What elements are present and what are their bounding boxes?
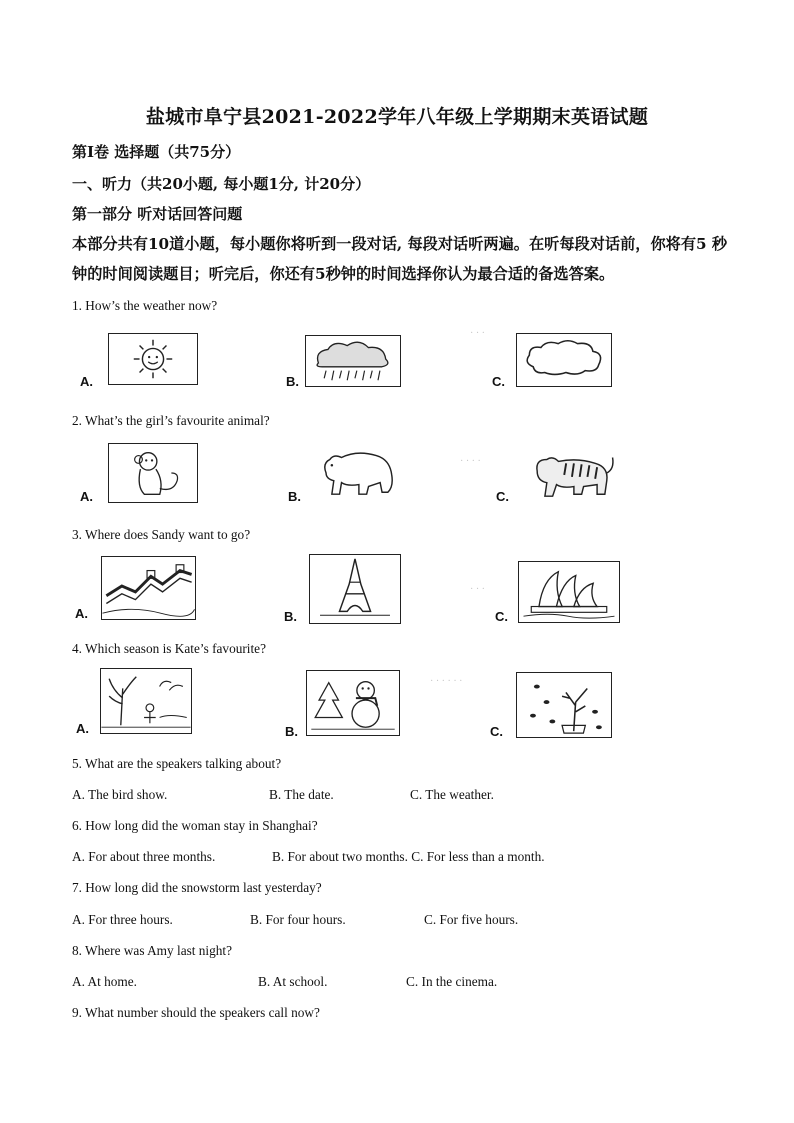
option-c[interactable]: C. The weather. [410,787,494,802]
cloud-icon[interactable] [516,333,612,387]
autumn-tree-icon[interactable] [516,672,612,738]
option-label: B. [284,609,297,624]
section-heading: 第I卷 选择题（共75分） [72,143,241,161]
option-label: C. [496,489,509,504]
option-label: A. [76,721,89,736]
question-7: 7. How long did the snowstorm last yesterday? [72,880,322,895]
great-wall-icon[interactable] [101,556,196,620]
option-label: A. [80,374,93,389]
question-5: 5. What are the speakers talking about? [72,756,282,771]
option-b[interactable]: B. The date. [269,787,334,802]
question-2: 2. What’s the girl’s favourite animal? [72,413,270,428]
question-1: 1. How’s the weather now? [72,298,218,313]
option-c[interactable]: C. In the cinema. [406,974,498,989]
option-label: A. [80,489,93,504]
option-a[interactable]: A. The bird show. [72,787,168,802]
option-label: B. [288,489,301,504]
option-b[interactable]: B. At school. [258,974,328,989]
option-label: C. [492,374,505,389]
tiger-icon[interactable] [522,443,620,503]
option-a[interactable]: A. For about three months. [72,849,216,864]
exam-page: 盐城市阜宁县2021-2022学年八年级上学期期末英语试题 第I卷 选择题（共75分） 一、听力（共20小题, 每小题1分, 计20分） 第一部分 听对话回答问题 本部分共有10道小题，每小题你将听到一段对话, 每段对话听两遍。在听每段对话前，你将有5 秒钟的时间阅读题目；听完后，你还有5秒钟的时间选择你认为最合适的备选答案。 1. How’s the weather now? A. B. C. 2. What’s the girl’s favourite animal? A. B. C. 3. Where does Sandy want to go? A. B. C. 4. Which season is Kate’s favourite? A. B. C. · · · · · · · · · · · · · · · · 5. What are the speakers talking about? A. The bird show. B. The date. C. The weather. 6. How long did the woman stay in Shanghai? A. For about three months. B. For about two months. C. For less than a month. 7. How long did the snowstorm last yesterday? A. For three hours. B. For four hours. C. For five hours. 8. Where was Amy last night? A. At home. B. At school. C. In the cinema. 9. What number should the speakers call now? [0,0,794,1123]
question-6: 6. How long did the woman stay in Shanghai? [72,818,318,833]
eiffel-tower-icon[interactable] [309,554,401,624]
option-b[interactable]: B. For four hours. [250,912,346,927]
option-label: C. [495,609,508,624]
question-3: 3. Where does Sandy want to go? [72,527,251,542]
option-label: B. [286,374,299,389]
sun-icon[interactable] [108,333,198,385]
question-8: 8. Where was Amy last night? [72,943,233,958]
question-9: 9. What number should the speakers call now? [72,1005,320,1020]
option-label: A. [75,606,88,621]
part-heading: 一、听力（共20小题, 每小题1分, 计20分） [72,175,371,193]
spring-scene-icon[interactable] [100,668,192,734]
option-a[interactable]: A. At home. [72,974,138,989]
subpart-heading: 第一部分 听对话回答问题 [72,205,243,223]
monkey-icon[interactable] [108,443,198,503]
snowman-icon[interactable] [306,670,400,736]
instructions-paragraph: 本部分共有10道小题，每小题你将听到一段对话, 每段对话听两遍。在听每段对话前，你将有5 秒钟的时间阅读题目；听完后，你还有5秒钟的时间选择你认为最合适的备选答案。 [72,235,728,283]
question-4: 4. Which season is Kate’s favourite? [72,641,266,656]
bear-icon[interactable] [311,443,401,501]
option-label: B. [285,724,298,739]
option-c[interactable]: C. For five hours. [424,912,519,927]
opera-house-icon[interactable] [518,561,620,623]
option-a[interactable]: A. For three hours. [72,912,173,927]
rain-cloud-icon[interactable] [305,335,401,387]
option-label: C. [490,724,503,739]
option-b-c[interactable]: B. For about two months. C. For less than a month. [272,849,545,864]
page-title: 盐城市阜宁县2021-2022学年八年级上学期期末英语试题 [145,106,649,128]
